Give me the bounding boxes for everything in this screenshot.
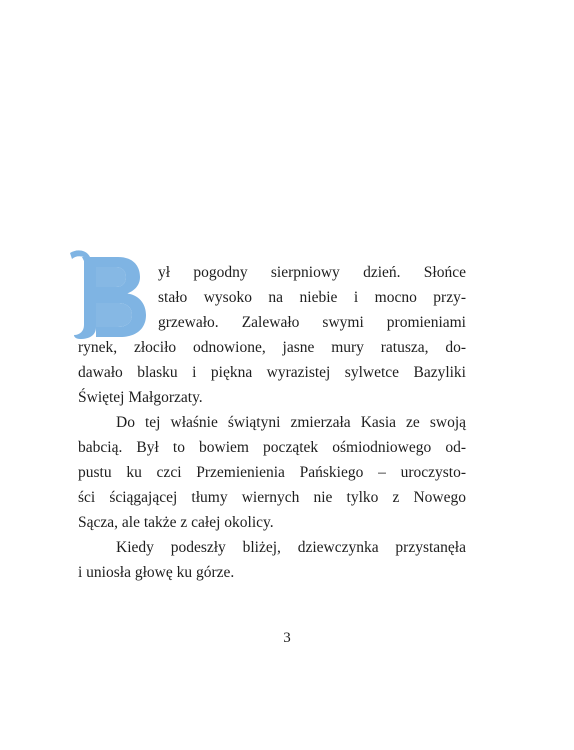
- text-line: dawało blasku i piękna wyrazistej sylwetce Bazyliki: [78, 364, 466, 381]
- text-line: ył pogodny sierpniowy dzień. Słońce: [158, 264, 466, 281]
- text-line: Kiedy podeszły bliżej, dziewczynka przystanęła: [116, 539, 466, 556]
- text-line: ści ściągającej tłumy wiernych nie tylko z Nowego: [78, 489, 466, 506]
- text-line: rynek, złociło odnowione, jasne mury ratusza, do-: [78, 339, 466, 356]
- text-line: babcią. Był to bowiem początek ośmiodniowego od-: [78, 439, 466, 456]
- body-text: [78, 260, 466, 585]
- text-line: Sącza, ale także z całej okolicy.: [78, 514, 274, 531]
- text-line: grzewało. Zalewało swymi promieniami: [158, 314, 466, 331]
- text-line: pustu ku czci Przemienienia Pańskiego – uroczysto-: [78, 464, 466, 481]
- text-line: stało wysoko na niebie i mocno przy-: [158, 289, 466, 306]
- text-line: i uniosła głowę ku górze.: [78, 564, 235, 581]
- text-line: Świętej Małgorzaty.: [78, 389, 203, 406]
- text-line: Do tej właśnie świątyni zmierzała Kasia ze swoją: [116, 414, 466, 431]
- page-number: 3: [283, 630, 291, 646]
